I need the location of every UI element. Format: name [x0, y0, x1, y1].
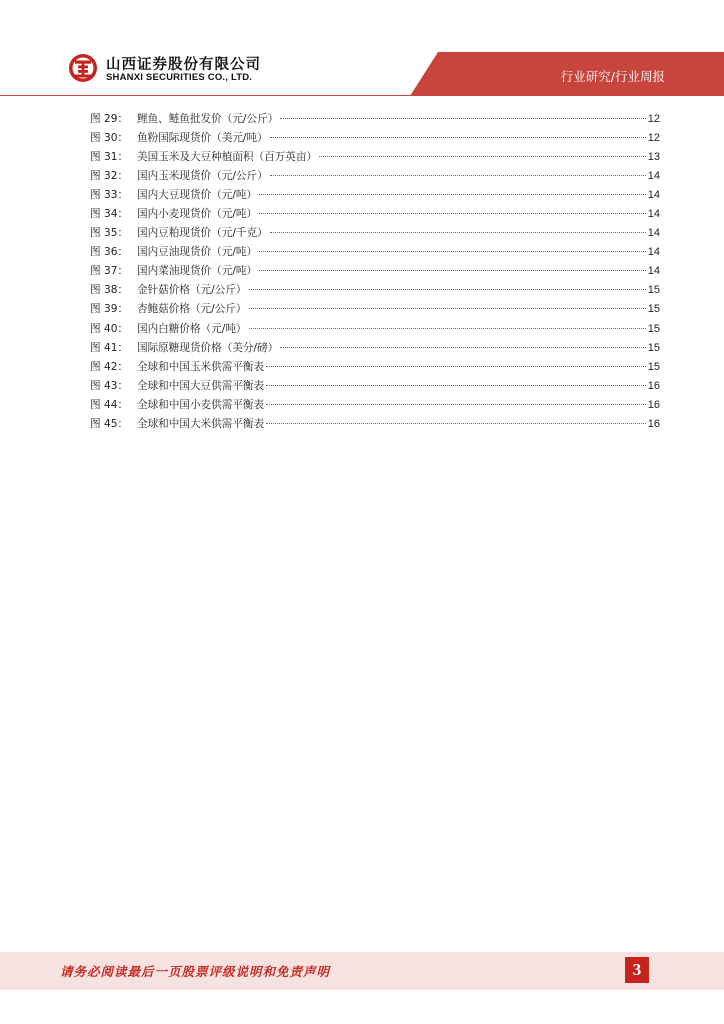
toc-entry-page: 14 [647, 189, 660, 202]
toc-entry-title: 国内豆粕现货价（元/千克） [137, 227, 268, 240]
toc-entry[interactable] [90, 262, 660, 281]
toc-dot-leader [249, 289, 646, 290]
report-category: 行业研究/行业周报 [560, 69, 665, 84]
toc-entry-label: 图 34： [90, 208, 129, 221]
toc-entry-label: 图 30： [90, 132, 129, 145]
company-name-en: SHANXI SECURITIES CO., LTD. [106, 72, 253, 83]
toc-entry-title: 国内白糖价格（元/吨） [137, 322, 247, 335]
toc-entry-page: 14 [647, 265, 660, 278]
toc-entry-title: 国内玉米现货价（元/公斤） [137, 170, 268, 183]
toc-entry-label: 图 29： [90, 113, 129, 125]
toc-dot-leader [249, 328, 646, 329]
toc-entry-label: 图 45： [90, 417, 129, 430]
toc-entry-title: 全球和中国小麦供需平衡表 [137, 398, 265, 411]
toc-entry-page: 15 [647, 341, 660, 354]
toc-dot-leader [280, 347, 645, 348]
toc-entry-label: 图 42： [90, 360, 129, 373]
toc-entry-label: 图 39： [90, 303, 129, 316]
toc-entry-title: 国内豆油现货价（元/吨） [137, 246, 258, 259]
toc-entry-label: 图 41： [90, 341, 129, 354]
toc-entry-title: 全球和中国大豆供需平衡表 [137, 379, 265, 392]
toc-dot-leader [249, 308, 646, 309]
toc-entry-label: 图 37： [90, 265, 129, 278]
toc-entry[interactable] [90, 224, 660, 243]
toc-entry-page: 15 [647, 322, 660, 335]
toc-entry-page: 14 [647, 246, 660, 259]
toc-entry-page: 12 [647, 132, 660, 145]
figure-list [90, 110, 660, 434]
toc-entry-title: 杏鲍菇价格（元/公斤） [137, 303, 247, 316]
toc-dot-leader [259, 251, 646, 252]
toc-entry-title: 全球和中国玉米供需平衡表 [137, 360, 265, 373]
disclaimer-notice: 请务必阅读最后一页股票评级说明和免责声明 [60, 964, 331, 979]
toc-entry-page: 15 [647, 360, 660, 373]
toc-entry-page: 14 [647, 208, 660, 221]
toc-entry[interactable] [90, 377, 660, 396]
toc-entry-label: 图 44： [90, 398, 129, 411]
toc-entry[interactable] [90, 358, 660, 377]
toc-entry-page: 16 [647, 379, 660, 392]
toc-entry[interactable] [90, 186, 660, 205]
toc-entry-label: 图 32： [90, 170, 129, 183]
toc-dot-leader [259, 213, 646, 214]
toc-entry-label: 图 38： [90, 284, 129, 297]
toc-entry[interactable] [90, 167, 660, 186]
toc-entry[interactable] [90, 110, 660, 129]
toc-entry[interactable] [90, 320, 660, 339]
toc-entry-title: 国内大豆现货价（元/吨） [137, 189, 258, 202]
toc-entry[interactable] [90, 300, 660, 319]
toc-entry[interactable] [90, 396, 660, 415]
toc-entry-page: 12 [647, 113, 660, 125]
page-header [0, 0, 724, 96]
toc-entry-label: 图 31： [90, 151, 129, 164]
toc-entry-label: 图 35： [90, 227, 129, 240]
toc-dot-leader [270, 137, 646, 138]
toc-entry[interactable] [90, 129, 660, 148]
toc-entry-page: 15 [647, 303, 660, 316]
toc-entry-label: 图 43： [90, 379, 129, 392]
toc-entry-label: 图 36： [90, 246, 129, 259]
toc-dot-leader [266, 423, 646, 424]
toc-entry-title: 国际原糖现货价格（美分/磅） [137, 341, 279, 354]
toc-entry[interactable] [90, 205, 660, 224]
toc-dot-leader [270, 175, 646, 176]
toc-dot-leader [259, 194, 646, 195]
toc-dot-leader [266, 404, 646, 405]
toc-entry[interactable] [90, 339, 660, 358]
shanxi-securities-logo-icon [68, 53, 98, 83]
toc-entry-page: 15 [647, 284, 660, 297]
page-number: 3 [625, 957, 649, 983]
toc-entry[interactable] [90, 243, 660, 262]
toc-entry-page: 14 [647, 227, 660, 240]
page-footer [0, 952, 724, 990]
toc-entry-title: 鱼粉国际现货价（美元/吨） [137, 132, 268, 145]
toc-entry-page: 14 [647, 170, 660, 183]
toc-entry-label: 图 40： [90, 322, 129, 335]
toc-entry-title: 国内菜油现货价（元/吨） [137, 265, 258, 278]
toc-dot-leader [259, 270, 646, 271]
toc-entry[interactable] [90, 281, 660, 300]
toc-entry-title: 金针菇价格（元/公斤） [137, 284, 247, 297]
toc-entry-title: 全球和中国大米供需平衡表 [137, 417, 265, 430]
toc-entry-title: 鲤鱼、鲢鱼批发价（元/公斤） [137, 113, 279, 125]
toc-entry[interactable] [90, 148, 660, 167]
toc-entry-title: 国内小麦现货价（元/吨） [137, 208, 258, 221]
company-name-cn: 山西证券股份有限公司 [106, 57, 261, 73]
toc-entry-label: 图 33： [90, 189, 129, 202]
toc-dot-leader [266, 366, 646, 367]
toc-dot-leader [266, 385, 646, 386]
toc-entry-page: 16 [647, 398, 660, 411]
toc-entry-title: 美国玉米及大豆种植面积（百万英亩） [137, 151, 318, 164]
toc-dot-leader [319, 156, 646, 157]
toc-entry[interactable] [90, 415, 660, 434]
toc-dot-leader [280, 118, 645, 119]
toc-dot-leader [270, 232, 646, 233]
toc-entry-page: 16 [647, 417, 660, 430]
toc-entry-page: 13 [647, 151, 660, 164]
